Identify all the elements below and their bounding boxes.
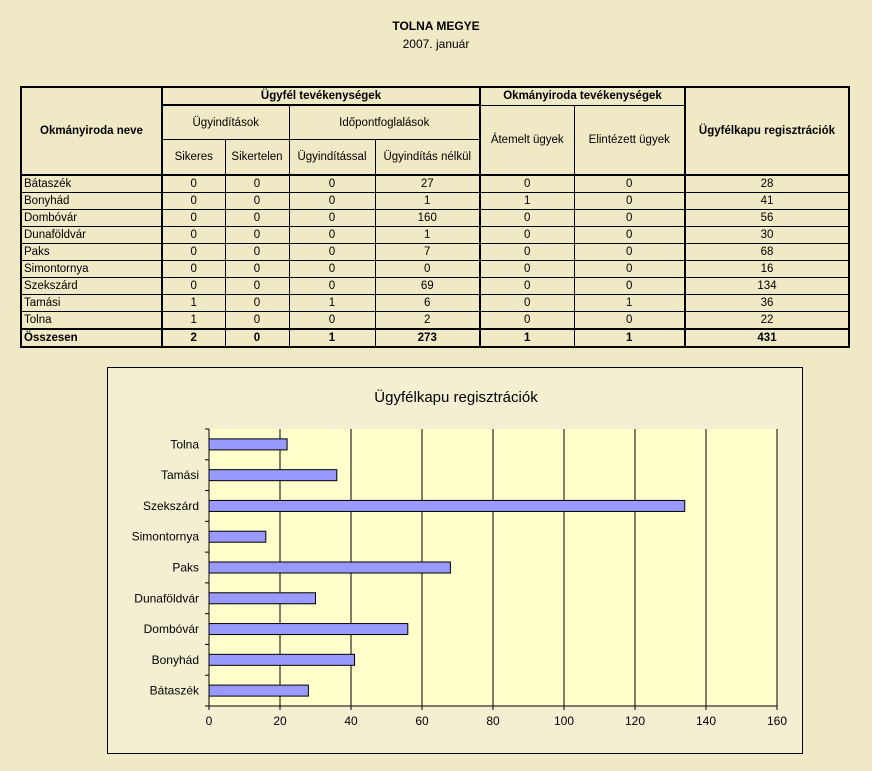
y-category-label: Tolna [170,437,199,452]
header-office-activities: Okmányiroda tevékenységek [480,87,685,105]
office-name: Simontornya [21,261,162,278]
cell-completed: 0 [574,210,685,227]
cell-completed: 1 [574,329,685,347]
cell-registrations: 56 [685,210,849,227]
x-tick-label: 140 [695,714,717,728]
cell-with-case-start: 1 [289,329,375,347]
office-name: Tolna [21,312,162,330]
x-tick-label: 120 [624,714,646,728]
cell-registrations: 68 [685,244,849,261]
x-tick-label: 0 [205,714,213,728]
header-client-gate-registrations: Ügyfélkapu regisztrációk [685,87,849,175]
header-transferred-cases: Átemelt ügyek [480,105,574,175]
y-category-label: Paks [172,560,199,575]
cell-completed: 1 [574,295,685,312]
cell-without-case-start: 273 [375,329,480,347]
cell-completed: 0 [574,261,685,278]
y-category-label: Simontornya [131,529,199,544]
office-name: Bonyhád [21,193,162,210]
cell-successful: 0 [162,193,225,210]
cell-successful: 1 [162,295,225,312]
cell-successful: 0 [162,227,225,244]
office-name: Tamási [21,295,162,312]
header-completed-cases: Elintézett ügyek [574,105,685,175]
cell-unsuccessful: 0 [225,312,289,330]
x-tick-label: 100 [553,714,575,728]
y-category-label: Dunaföldvár [134,591,199,606]
cell-transferred: 0 [480,295,574,312]
bar-bátaszék [209,685,308,696]
cell-unsuccessful: 0 [225,227,289,244]
cell-without-case-start: 6 [375,295,480,312]
cell-transferred: 0 [480,261,574,278]
header-with-case-start: Ügyindítással [289,140,375,176]
cell-with-case-start: 0 [289,193,375,210]
cell-transferred: 0 [480,312,574,330]
header-appointments: Időpontfoglalások [289,105,480,140]
cell-registrations: 30 [685,227,849,244]
cell-transferred: 0 [480,210,574,227]
cell-without-case-start: 1 [375,227,480,244]
cell-with-case-start: 0 [289,227,375,244]
total-label: Összesen [21,329,162,347]
cell-without-case-start: 2 [375,312,480,330]
cell-successful: 0 [162,210,225,227]
office-name: Dombóvár [21,210,162,227]
cell-without-case-start: 1 [375,193,480,210]
cell-unsuccessful: 0 [225,295,289,312]
cell-successful: 0 [162,244,225,261]
y-category-label: Tamási [160,468,199,483]
cell-registrations: 16 [685,261,849,278]
x-tick-label: 40 [344,714,358,728]
cell-completed: 0 [574,227,685,244]
cell-transferred: 0 [480,175,574,193]
bar-tamási [209,470,337,481]
chart-title: Ügyfélkapu regisztrációk [374,389,538,406]
header-without-case-start: Ügyindítás nélkül [375,140,480,176]
y-category-label: Szekszárd [142,498,199,513]
cell-transferred: 0 [480,278,574,295]
table-row [21,312,849,330]
cell-registrations: 41 [685,193,849,210]
x-tick-label: 160 [766,714,788,728]
cell-unsuccessful: 0 [225,261,289,278]
header-customer-activities: Ügyfél tevékenységek [162,87,480,105]
cell-registrations: 431 [685,329,849,347]
table-row [21,227,849,244]
cell-transferred: 1 [480,329,574,347]
x-tick-label: 80 [486,714,500,728]
cell-transferred: 1 [480,193,574,210]
cell-without-case-start: 7 [375,244,480,261]
table-total-row [21,329,849,347]
table-row [21,278,849,295]
cell-without-case-start: 160 [375,210,480,227]
table-row [21,175,849,193]
header-successful: Sikeres [162,140,225,176]
cell-transferred: 0 [480,227,574,244]
bar-chart [108,368,804,755]
office-name: Paks [21,244,162,261]
header-office-name: Okmányiroda neve [21,87,162,175]
office-name: Dunaföldvár [21,227,162,244]
y-category-label: Bátaszék [149,683,199,698]
cell-unsuccessful: 0 [225,175,289,193]
bar-dombóvár [209,624,408,635]
table-row [21,244,849,261]
cell-registrations: 134 [685,278,849,295]
cell-successful: 0 [162,175,225,193]
office-name: Bátaszék [21,175,162,193]
cell-without-case-start: 0 [375,261,480,278]
cell-with-case-start: 0 [289,278,375,295]
plot-area [132,429,788,728]
cell-successful: 2 [162,329,225,347]
table-row [21,261,849,278]
bar-bonyhád [209,654,355,665]
bar-dunaföldvár [209,593,316,604]
statistics-table [20,86,850,348]
bar-paks [209,562,450,573]
x-tick-label: 60 [415,714,429,728]
cell-completed: 0 [574,244,685,261]
chart-panel [107,367,803,754]
cell-unsuccessful: 0 [225,329,289,347]
cell-with-case-start: 0 [289,244,375,261]
cell-with-case-start: 0 [289,175,375,193]
bar-szekszárd [209,500,685,511]
cell-unsuccessful: 0 [225,244,289,261]
cell-successful: 0 [162,278,225,295]
cell-transferred: 0 [480,244,574,261]
cell-unsuccessful: 0 [225,193,289,210]
cell-registrations: 36 [685,295,849,312]
bar-tolna [209,439,287,450]
cell-with-case-start: 0 [289,210,375,227]
x-tick-label: 20 [273,714,287,728]
table-row [21,210,849,227]
header-case-starts: Ügyindítások [162,105,289,140]
cell-without-case-start: 69 [375,278,480,295]
y-category-label: Bonyhád [151,652,199,667]
office-name: Szekszárd [21,278,162,295]
cell-completed: 0 [574,175,685,193]
cell-with-case-start: 0 [289,261,375,278]
cell-completed: 0 [574,312,685,330]
cell-with-case-start: 0 [289,312,375,330]
cell-completed: 0 [574,278,685,295]
cell-without-case-start: 27 [375,175,480,193]
table-row [21,295,849,312]
cell-registrations: 22 [685,312,849,330]
cell-completed: 0 [574,193,685,210]
cell-with-case-start: 1 [289,295,375,312]
report-title: TOLNA MEGYE [392,19,480,33]
header-unsuccessful: Sikertelen [225,140,289,176]
cell-unsuccessful: 0 [225,278,289,295]
y-category-label: Dombóvár [143,622,199,637]
cell-successful: 0 [162,261,225,278]
table-row [21,193,849,210]
cell-successful: 1 [162,312,225,330]
report-subtitle: 2007. január [402,37,470,51]
bar-simontornya [209,531,266,542]
cell-registrations: 28 [685,175,849,193]
cell-unsuccessful: 0 [225,210,289,227]
